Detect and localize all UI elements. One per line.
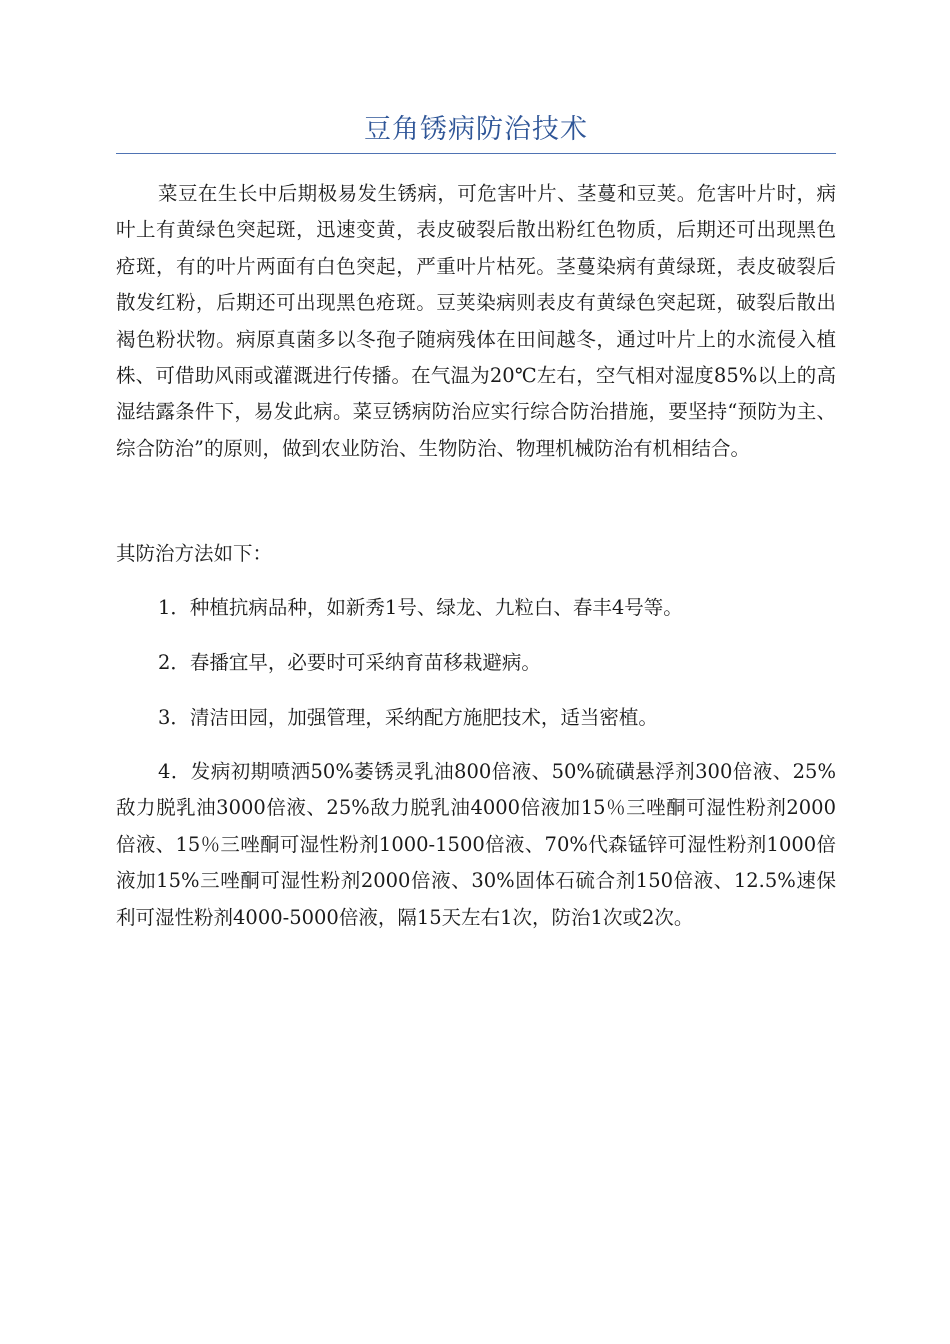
- method-item-3: 3．清洁田园，加强管理，采纳配方施肥技术，适当密植。: [158, 706, 658, 729]
- methods-lead: 其防治方法如下：: [116, 542, 273, 565]
- intro-paragraph: 菜豆在生长中后期极易发生锈病，可危害叶片、茎蔓和豆荚。危害叶片时，病叶上有黄绿色突起斑，迅速变黄，表皮破裂后散出粉红色物质，后期还可出现黑色疮斑，有的叶片两面有白色突起，严重叶片枯死。茎蔓染病有黄绿斑，表皮破裂后散发红粉，后期还可出现黑色疮斑。豆荚染病则表皮有黄绿色突起斑，破裂后散出褐色粉状物。病原真菌多以冬孢子随病残体在田间越冬，通过叶片上的水流侵入植株、可借助风雨或灌溉进行传播。在气温为20℃左右，空气相对湿度85%以上的高湿结露条件下，易发此病。菜豆锈病防治应实行综合防治措施，要坚持“预防为主、综合防治”的原则，做到农业防治、生物防治、物理机械防治有机相结合。: [116, 182, 836, 460]
- title-underline: [116, 153, 836, 154]
- method-item-2: 2．春播宜早，必要时可采纳育苗移栽避病。: [158, 651, 541, 674]
- document-title: 豆角锈病防治技术: [364, 114, 588, 145]
- method-item-4: 4．发病初期喷洒50%萎锈灵乳油800倍液、50%硫磺悬浮剂300倍液、25%敌力脱乳油3000倍液、25%敌力脱乳油4000倍液加15％三唑酮可湿性粉剂2000倍液、15％三唑酮可湿性粉剂1000-1500倍液、70%代森锰锌可湿性粉剂1000倍液加15%三唑酮可湿性粉剂2000倍液、30%固体石硫合剂150倍液、12.5%速保利可湿性粉剂4000-5000倍液，隔15天左右1次，防治1次或2次。: [116, 760, 836, 929]
- method-item-1: 1．种植抗病品种，如新秀1号、绿龙、九粒白、春丰4号等。: [158, 596, 683, 619]
